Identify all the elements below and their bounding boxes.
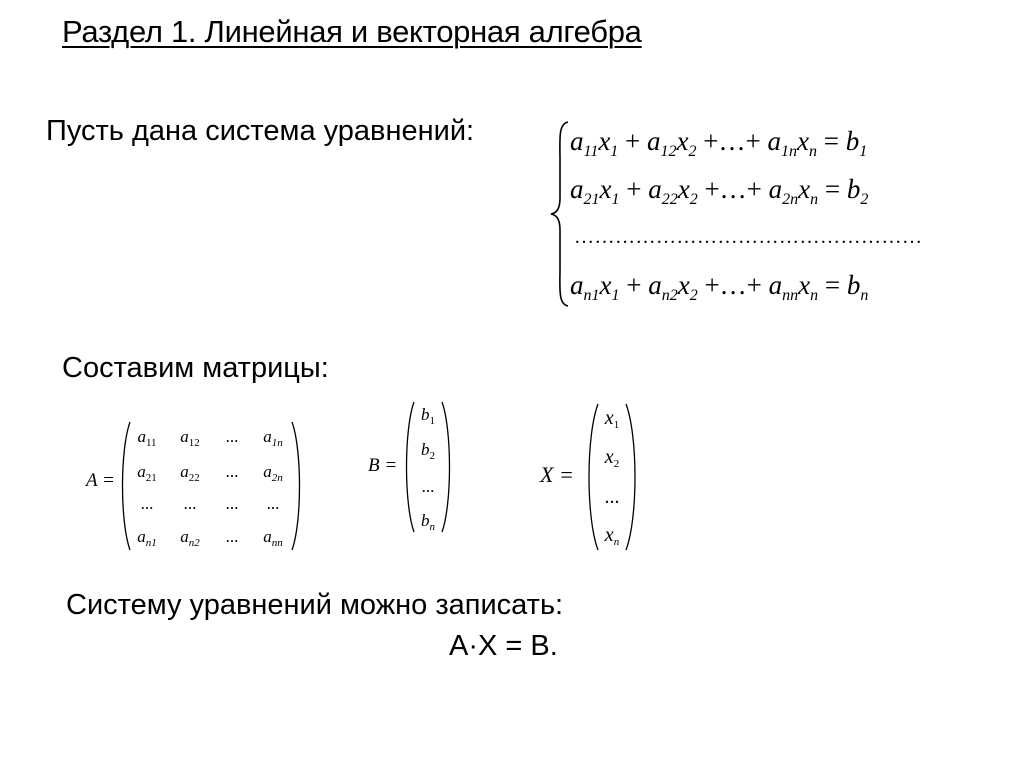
matrix-a-cell: ... (225, 462, 239, 481)
page-title: Раздел 1. Линейная и векторная алгебра (62, 14, 642, 49)
matrix-a-cell: ... (225, 427, 239, 446)
left-brace-icon (548, 120, 572, 308)
matrix-a-cell: ... (140, 494, 154, 513)
matrix-a-cell: $a_{21}$ (137, 462, 157, 484)
equation-row-1: $a_{11}x_1 + a_{12}x_2$ +…+ $a_{1n}x_n = b_1$ (570, 126, 868, 160)
compose-text: Составим матрицы: (62, 352, 329, 384)
matrix-a-cell: $a_{n1}$ (137, 527, 157, 549)
equation-dots-row: …………………………………………… (574, 226, 923, 248)
matrix-b-label: B = (368, 455, 398, 476)
matrix-x-cell: $x_1$ (604, 407, 620, 431)
intro-text: Пусть дана система уравнений: (46, 115, 475, 147)
matrix-a-cell: ... (225, 494, 239, 513)
matrix-x-cell: ... (604, 486, 620, 508)
matrix-a-cell: $a_{11}$ (137, 427, 157, 449)
matrix-b-cell: $b_n$ (421, 511, 435, 533)
matrix-x-cell: $x_2$ (604, 446, 620, 470)
matrix-a-cell: $a_{nn}$ (263, 527, 283, 549)
matrix-b-cell: $b_1$ (421, 405, 435, 427)
matrix-x-cell: $x_n$ (604, 524, 620, 548)
matrix-a-cell: ... (266, 494, 280, 513)
matrix-a-cell: $a_{2n}$ (263, 462, 283, 484)
matrix-a-cell: $a_{22}$ (180, 462, 200, 484)
matrix-b-cell: ... (421, 477, 435, 496)
matrix-a-cell: $a_{12}$ (180, 427, 200, 449)
matrix-a-label: A = (86, 470, 115, 491)
matrix-a-cell: $a_{1n}$ (263, 427, 283, 449)
conclusion-text: Систему уравнений можно записать: (66, 589, 564, 621)
matrix-a-cell: ... (225, 527, 239, 546)
matrix-formula: A·X = B. (449, 630, 558, 662)
matrix-a-cell: ... (183, 494, 197, 513)
matrix-x-label: X = (540, 462, 574, 487)
equation-row-2: $a_{21}x_1 + a_{22}x_2$ +…+ $a_{2n}x_n = b_2$ (570, 174, 869, 208)
equation-row-n: $a_{n1}x_1 + a_{n2}x_2$ +…+ $a_{nn}x_n = b_n$ (570, 270, 869, 304)
matrix-b-cell: $b_2$ (421, 440, 435, 462)
matrix-a-cell: $a_{n2}$ (180, 527, 200, 549)
